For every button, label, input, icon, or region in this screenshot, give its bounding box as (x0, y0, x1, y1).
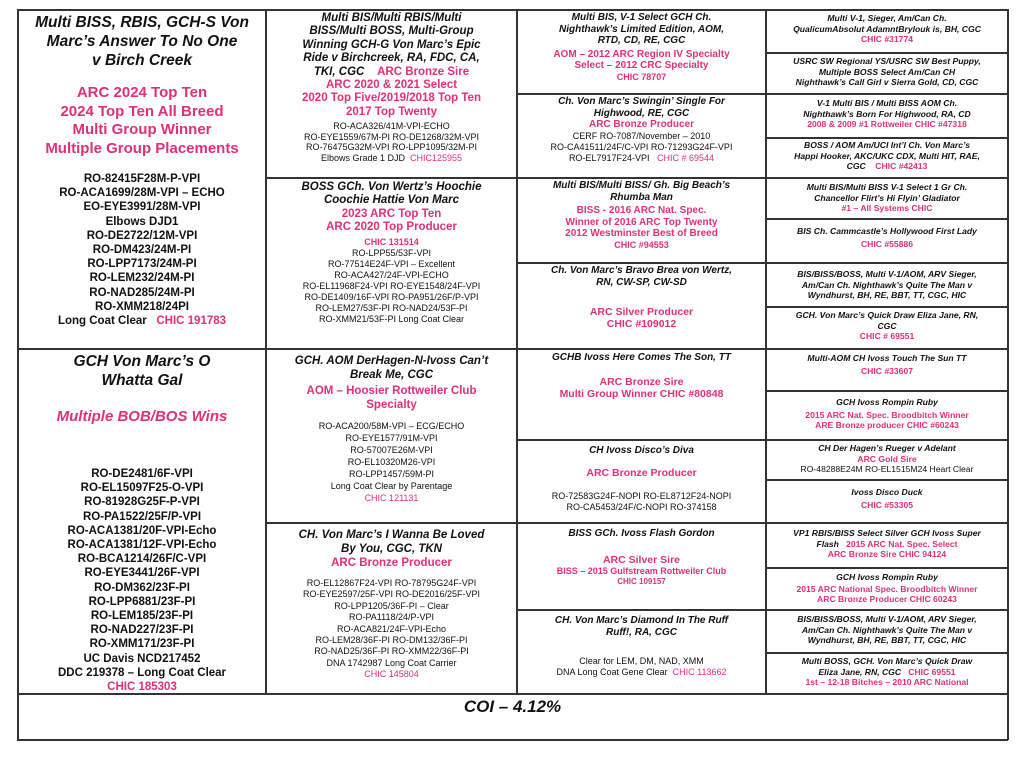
health-line: RO-EL12867F24-VPI RO-78795G24F-VPI (306, 578, 477, 588)
name-line: Multi BIS/Multi RBIS/Multi (321, 12, 462, 24)
award-line: Multi Group Winner CHIC #80848 (559, 388, 724, 400)
health-line: RO-PA1522/25F/P-VPI (82, 510, 202, 523)
gen4-cell-2 (767, 54, 1007, 93)
chic-number: CHIC 191783 (156, 315, 227, 328)
health-line: RO-NAD227/23F-PI (90, 624, 194, 637)
chic-number: CHIC #42413 (875, 161, 928, 171)
health-line: RO-EYE3441/26F-VPI (84, 567, 200, 580)
award-line: #1 – All Systems CHIC (841, 203, 933, 213)
sire-name-line: Multi BISS, RBIS, GCH-S Von (35, 14, 249, 31)
health-line: RO-BCA1214/26F/C-VPI (77, 553, 207, 566)
gen4-cell-3 (767, 95, 1007, 137)
health-line: RO-ACA200/58M-VPI – ECG/ECHO (318, 421, 465, 431)
dam-name-line: GCH Von Marc’s O (73, 353, 211, 370)
health-line: Long Coat Clear by Parentage (330, 481, 453, 491)
award-line: 2017 Top Twenty (346, 105, 437, 118)
health-line: RO-LEM185/23F-PI (90, 610, 194, 623)
health-line: RO-LEM232/24M-PI (89, 272, 195, 285)
health-line: DDC 219378 – Long Coat Clear (57, 666, 227, 679)
name-line: Break Me, CGC (349, 369, 434, 381)
health-line: RO-81928G25F-P-VPI (84, 496, 200, 509)
award-line: 2020 Top Five/2019/2018 Top Ten (302, 92, 481, 105)
dam-title-line: Multiple BOB/BOS Wins (56, 408, 228, 425)
award-line: AOM – Hoosier Rottweiler Club (306, 385, 477, 397)
dam-sire-cell (267, 350, 516, 522)
gen3-cell-5 (518, 350, 765, 439)
health-line: Elbows DJD1 (105, 215, 179, 228)
name-line: Nighthawk’s Call Girl v Sierra Gold, CD, CGC (795, 77, 979, 87)
name-line: CH Ivoss Disco’s Diva (589, 445, 694, 456)
award-line: ARC Bronze Sire (599, 375, 684, 388)
name-line: Ruff!, RA, CGC (606, 626, 677, 638)
health-line: RO-EL15097F25-O-VPI (80, 482, 204, 495)
health-line: RO-CA5453/24F/C-NOPI RO-374158 (566, 502, 717, 512)
name-line: Flash (816, 538, 839, 549)
name-line: Nighthawk’s Born For Highwood, RA, CD (803, 108, 971, 119)
gen3-cell-4 (518, 264, 765, 348)
chic-number: CHIC 69551 (908, 666, 956, 677)
name-line: Am/Can Ch. Nighthawk’s Quite The Man v (801, 279, 973, 290)
award-line: 2023 ARC Top Ten (341, 207, 442, 220)
dam-cell (19, 350, 265, 693)
health-line: RO-LEM27/53F-PI RO-NAD24/53F-PI (315, 302, 468, 313)
gen4-cell-8 (767, 308, 1007, 348)
health-line: RO-XMM218/24PI (95, 300, 189, 313)
health-line: RO-76475G32M-VPI RO-LPP1095/32M-PI (305, 142, 478, 153)
health-line: RO-82415F28M-P-VPI (83, 173, 201, 185)
gen4-cell-10 (767, 392, 1007, 439)
health-line: DNA 1742987 Long Coat Carrier (326, 657, 457, 668)
health-line: RO-ACA821/24F-VPI-Echo (336, 623, 447, 634)
health-line: CERF RO-7087/November – 2010 (572, 130, 711, 141)
health-line: RO-EYE1559/67M-PI RO-DE1268/32M-VPI (303, 131, 480, 142)
name-line: GCH Ivoss Rompin Ruby (836, 572, 938, 582)
award-line: ARC Bronze Producer CHIC 60243 (817, 594, 957, 604)
name-line: Winning GCH-G Von Marc’s Epic (302, 38, 481, 51)
award-line: 2015 ARC Nat. Spec. Select (846, 538, 958, 549)
health-line: RO-LPP1205/36F-PI – Clear (334, 600, 449, 611)
sire-dam-cell (267, 179, 516, 348)
health-line: RO-57007E26M-VPI (350, 445, 433, 455)
name-line: Multi BIS/Multi BISS V-1 Select 1 Gr Ch. (806, 182, 968, 192)
gen3-cell-7 (518, 524, 765, 609)
award-line: 2015 ARC Nat. Spec. Broodbitch Winner (805, 409, 969, 420)
award-line: Specialty (366, 399, 417, 411)
gen4-cell-7 (767, 264, 1007, 306)
chic-number: CHIC 113662 (672, 667, 727, 677)
award-line: ARC Bronze Producer (588, 119, 694, 130)
gen4-cell-16 (767, 654, 1007, 693)
name-line: BISS/Multi BOSS, Multi-Group (309, 25, 474, 38)
name-line: Happi Hooker, AKC/UKC CDX, Multi HIT, RAE, (794, 150, 980, 161)
chic-number: CHIC 131514 (364, 236, 419, 247)
chic-number: CHIC #109012 (606, 318, 677, 330)
name-line: Ch. Von Marc’s Bravo Brea von Wertz, (551, 265, 732, 276)
gen4-cell-1 (767, 11, 1007, 52)
chic-number: CHIC #33607 (860, 365, 914, 376)
name-line: CGC (846, 161, 866, 171)
name-line: Wyndhurst, BH, RE, BBT, TT, CGC, HIC (807, 635, 967, 645)
health-line: RO-LPP1457/59M-PI (348, 469, 435, 479)
award-line: Winner of 2016 ARC Top Twenty (565, 216, 718, 228)
name-line: Coochie Hattie Von Marc (323, 194, 460, 207)
name-line: GCH. AOM DerHagen-N-Ivoss Can’t (294, 355, 489, 367)
name-line: BIS/BISS/BOSS, Multi V-1/AOM, ARV Sieger, (797, 614, 977, 624)
name-line: BIS/BISS/BOSS, Multi V-1/AOM, ARV Sieger, (797, 269, 977, 279)
name-line: Ride v Birchcreek, RA, FDC, CA, (303, 52, 480, 65)
sire-cell (19, 11, 265, 347)
name-line: BOSS GCh. Von Wertz’s Hoochie (301, 181, 482, 193)
health-line: RO-ACA427/24F-VPI-ECHO (334, 269, 449, 280)
health-line: RO-DE2481/6F-VPI (91, 468, 193, 480)
chic-number: CHIC 145804 (364, 669, 419, 680)
award-line: ARC Bronze Producer (331, 557, 452, 569)
health-line: RO-ACA326/41M-VPI-ECHO (333, 121, 450, 132)
gen4-cell-9 (767, 350, 1007, 390)
gen4-cell-15 (767, 611, 1007, 652)
health-line: RO-ACA1381/20F-VPI-Echo (67, 524, 217, 537)
gen3-cell-2 (518, 95, 765, 177)
name-line: VP1 RBIS/BISS Select Silver GCH Ivoss Super (793, 528, 981, 538)
health-line: RO-EYE1577/91M-VPI (345, 433, 438, 443)
name-line: CH. Von Marc’s I Wanna Be Loved (298, 529, 485, 541)
health-line: RO-DM362/23F-PI (94, 581, 190, 594)
health-line: RO-XMM171/23F-PI (89, 638, 195, 651)
name-line: Eliza Jane, RN, CGC (818, 666, 902, 677)
name-line: RN, CW-SP, CW-SD (596, 276, 687, 288)
award-line: 2008 & 2009 #1 Rottweiler CHIC #47318 (807, 119, 967, 129)
health-line: RO-CA41511/24F/C-VPI RO-71293G24F-VPI (550, 141, 733, 152)
name-line: BIS Ch. Cammcastle’s Hollywood First Lady (797, 226, 977, 236)
name-line: Highwood, RE, CGC (593, 107, 690, 119)
name-line: Rhumba Man (610, 191, 673, 203)
health-line: RO-DM423/24M-PI (92, 244, 192, 257)
health-line: UC Davis NCD217452 (83, 652, 201, 665)
health-line: RO-ACA1381/12F-VPI-Echo (67, 539, 217, 552)
name-line: CH Der Hagen’s Rueger v Adelant (818, 443, 956, 453)
gen4-cell-14 (767, 569, 1007, 609)
dam-name-line: Whatta Gal (101, 372, 183, 389)
health-line: RO-DE1409/16F-VPI RO-PA951/26F/P-VPI (304, 291, 479, 302)
gen4-cell-4 (767, 139, 1007, 177)
award-line: 2012 Westminster Best of Breed (565, 228, 718, 239)
name-line: Multi BIS/Multi BISS/ Gh. Big Beach’s (552, 180, 731, 191)
chic-number: CHIC125955 (410, 152, 463, 163)
chic-number: CHIC 185303 (107, 681, 177, 693)
gen4-cell-11 (767, 441, 1007, 479)
name-line: Multi-AOM CH Ivoss Touch The Sun TT (807, 353, 967, 363)
health-line: RO-DE2722/12M-VPI (86, 229, 198, 242)
name-line: Ivoss Disco Duck (851, 487, 923, 497)
health-line: Elbows Grade 1 DJD (320, 152, 405, 163)
award-line: ARC Silver Producer (589, 306, 694, 318)
health-line: RO-72583G24F-NOPI RO-EL8712F24-NOPI (551, 491, 732, 501)
name-line: TKI, CGC (313, 65, 365, 78)
chic-number: CHIC # 69551 (859, 331, 915, 341)
award-line: ARC Bronze Sire (377, 65, 470, 78)
sire-title-line: ARC 2024 Top Ten (76, 84, 208, 101)
health-line: RO-48288E24M RO-EL1515M24 Heart Clear (800, 464, 974, 474)
name-line: Ch. Von Marc’s Swingin’ Single For (558, 96, 725, 107)
health-line: Long Coat Clear (57, 315, 147, 328)
name-line: CH. Von Marc’s Diamond In The Ruff (554, 615, 729, 626)
name-line: GCHB Ivoss Here Comes The Son, TT (552, 352, 731, 363)
sire-title-line: Multi Group Winner (72, 121, 212, 138)
name-line: Multi V-1, Sieger, Am/Can Ch. (827, 13, 947, 23)
chic-number: CHIC #94553 (614, 239, 669, 250)
award-line: BISS - 2016 ARC Nat. Spec. (576, 205, 707, 216)
sire-sire-cell (267, 11, 516, 177)
award-line: ARC Gold Sire (857, 453, 917, 464)
award-line: ARC 2020 Top Producer (326, 221, 457, 234)
sire-name-line: Marc’s Answer To No One (46, 33, 238, 50)
health-line: RO-LEM28/36F-PI RO-DM132/36F-PI (315, 635, 468, 646)
name-line: GCH Ivoss Rompin Ruby (836, 397, 938, 407)
health-line: RO-EL7917F24-VPI (568, 152, 650, 163)
name-line: USRC SW Regional YS/USRC SW Best Puppy, (793, 56, 981, 66)
name-line: QualicumAbsolut AdamntBrylouk is, BH, CGC (793, 23, 981, 34)
chic-number: CHIC 121131 (364, 493, 419, 503)
sire-title-line: 2024 Top Ten All Breed (60, 102, 224, 120)
name-line: BISS GCh. Ivoss Flash Gordon (568, 528, 715, 539)
health-line: RO-EL11968F24-VPI RO-EYE1548/24F-VPI (302, 280, 481, 291)
award-line: ARC Silver Sire (602, 553, 681, 566)
dam-dam-cell (267, 524, 516, 693)
gen3-cell-1 (518, 11, 765, 93)
award-line: BISS – 2015 Gulfstream Rottweiler Club (556, 566, 727, 576)
name-line: RTD, CD, RE, CGC (597, 35, 686, 46)
health-line: DNA Long Coat Gene Clear (556, 667, 668, 677)
name-line: Multiple BOSS Select Am/Can CH (818, 66, 956, 77)
award-line: Select – 2012 CRC Specialty (574, 60, 709, 71)
name-line: Am/Can Ch. Nighthawk’s Quite The Man v (801, 624, 973, 635)
sire-title-line: Multiple Group Placements (45, 139, 239, 157)
award-line: ARC Bronze Sire CHIC 94124 (827, 549, 947, 559)
gen4-cell-5 (767, 179, 1007, 218)
name-line: GCH. Von Marc’s Quick Draw Eliza Jane, RN, (795, 310, 979, 320)
award-line: 2015 ARC National Spec. Broodbitch Winner (796, 583, 978, 594)
coi-value: COI – 4.12% (463, 697, 562, 716)
name-line: Wyndhurst, BH, RE, BBT, TT, CGC, HIC (807, 290, 967, 300)
health-line: RO-EL10320M26-VPI (347, 457, 436, 467)
award-line: 1st – 12-18 Bitches – 2010 ARC National (805, 677, 969, 687)
name-line: Nighthawk’s Limited Edition, AOM, (558, 23, 724, 35)
chic-number: CHIC #55886 (860, 238, 914, 249)
health-line: RO-NAD285/24M-PI (89, 286, 195, 299)
award-line: ARE Bronze producer CHIC #60243 (815, 420, 959, 430)
name-line: Chancellor Flirt’s Hi Flyin’ Gladiator (814, 192, 960, 203)
name-line: Multi BOSS, GCH. Von Marc’s Quick Draw (801, 656, 973, 666)
health-line: RO-XMM21/53F-PI Long Coat Clear (318, 313, 465, 324)
name-line: Multi BIS, V-1 Select GCH Ch. (571, 12, 712, 23)
health-line: RO-ACA1699/28M-VPI – ECHO (59, 187, 225, 200)
health-line: Clear for LEM, DM, NAD, XMM (579, 656, 704, 666)
gen4-cell-6 (767, 220, 1007, 262)
gen3-cell-8 (518, 611, 765, 693)
award-line: ARC 2020 & 2021 Select (325, 79, 458, 92)
gen4-cell-12 (767, 481, 1007, 522)
health-line: EO-EYE3991/28M-VPI (83, 201, 201, 214)
name-line: By You, CGC, TKN (341, 543, 442, 555)
gen4-cell-13 (767, 524, 1007, 567)
name-line: CGC (877, 320, 897, 331)
chic-number: CHIC 78707 (616, 71, 667, 82)
gen3-cell-6 (518, 441, 765, 522)
health-line: RO-77514E24F-VPI – Excellent (327, 258, 456, 269)
award-line: ARC Bronze Producer (586, 466, 697, 479)
health-line: RO-LPP55/53F-VPI (351, 247, 432, 258)
health-line: RO-LPP7173/24M-PI (87, 258, 197, 271)
chic-number: CHIC # 69544 (657, 152, 715, 163)
chic-number: CHIC 109157 (617, 577, 666, 586)
name-line: BOSS / AOM Am/UCI Int’l Ch. Von Marc’s (803, 140, 970, 150)
chic-number: CHIC #53305 (860, 499, 914, 510)
health-line: RO-LPP6881/23F-PI (88, 595, 196, 608)
health-line: RO-NAD25/36F-PI RO-XMM22/36F-PI (314, 646, 469, 657)
sire-name-line: v Birch Creek (92, 52, 192, 69)
health-line: RO-EYE2597/25F-VPI RO-DE2016/25F-VPI (302, 589, 481, 600)
chic-number: CHIC #31774 (860, 34, 914, 44)
gen3-cell-3 (518, 179, 765, 262)
health-line: RO-PA1118/24/P-VPI (348, 612, 435, 623)
name-line: V-1 Multi BIS / Multi BISS AOM Ch. (816, 98, 958, 108)
award-line: AOM – 2012 ARC Region IV Specialty (553, 48, 730, 60)
